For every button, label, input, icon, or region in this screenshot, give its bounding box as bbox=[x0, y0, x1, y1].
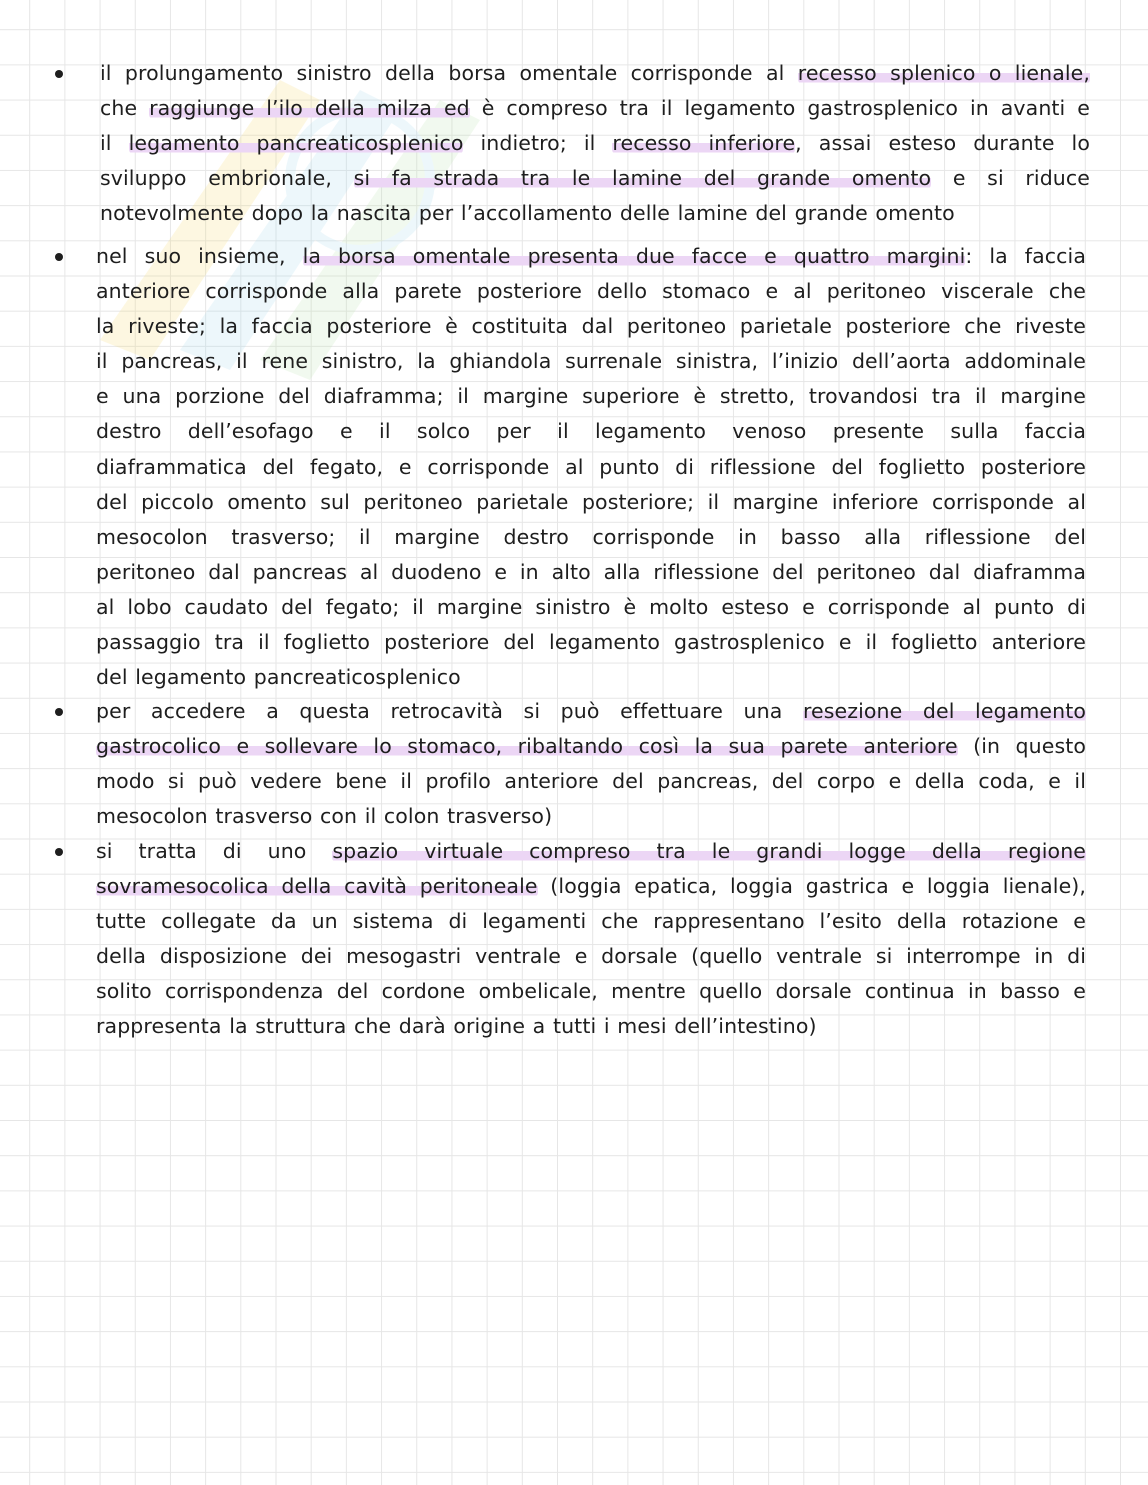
text-segment: il bbox=[100, 131, 129, 156]
text-segment: al lobo caudato del fegato; il margine sinistro è molto esteso e corrisponde al punto di bbox=[96, 594, 1086, 619]
text-line bbox=[100, 126, 1090, 161]
highlighted-text: la borsa omentale presenta due facce e quattro margini bbox=[302, 244, 966, 268]
text-line bbox=[96, 904, 1086, 939]
highlighted-text: raggiunge l’ilo della milza ed bbox=[149, 96, 470, 121]
text-line bbox=[96, 344, 1086, 379]
text-segment: si tratta di uno bbox=[96, 839, 333, 863]
highlighted-text: resezione del legamento bbox=[802, 699, 1086, 723]
highlighted-text: legamento pancreaticosplenico bbox=[128, 131, 464, 156]
text-segment: e si riduce bbox=[931, 166, 1090, 191]
text-line bbox=[96, 414, 1086, 449]
highlighted-text: si fa strada tra le lamine del grande omento bbox=[353, 166, 932, 191]
text-segment: per accedere a questa retrocavità si può effettuare una bbox=[96, 699, 803, 723]
text-line bbox=[96, 625, 1086, 660]
text-segment: : la faccia bbox=[965, 244, 1086, 268]
text-segment: notevolmente dopo la nascita per l’accollamento delle lamine del grande omento bbox=[100, 201, 955, 226]
text-segment: solito corrispondenza del cordone ombelicale, mentre quello dorsale continua in basso e bbox=[96, 979, 1086, 1004]
text-line bbox=[100, 56, 1090, 91]
text-line bbox=[96, 939, 1086, 974]
text-segment: tutte collegate da un sistema di legamenti che rappresentano l’esito della rotazione e bbox=[96, 909, 1086, 934]
highlighted-text: recesso inferiore bbox=[612, 131, 796, 156]
highlighted-text: gastrocolico e sollevare lo stomaco, ribaltando così la sua parete anteriore bbox=[96, 734, 958, 759]
text-segment: del legamento pancreaticosplenico bbox=[96, 665, 461, 690]
text-segment: diaframmatica del fegato, e corrisponde al punto di riflessione del foglietto posteriore bbox=[96, 454, 1086, 479]
text-line bbox=[96, 869, 1086, 904]
text-line bbox=[100, 196, 1090, 231]
bullet-dot-icon bbox=[55, 848, 63, 856]
text-segment: mesocolon trasverso; il margine destro corrisponde in basso alla riflessione del bbox=[96, 524, 1086, 549]
text-segment: passaggio tra il foglietto posteriore del legamento gastrosplenico e il foglietto anteriore bbox=[96, 630, 1086, 655]
bullet-item bbox=[96, 834, 1086, 1045]
text-segment: (in questo bbox=[957, 734, 1087, 759]
text-line bbox=[100, 161, 1090, 196]
bullet-item bbox=[96, 239, 1086, 695]
text-line bbox=[96, 764, 1086, 799]
text-line bbox=[96, 799, 1086, 834]
text-line bbox=[96, 660, 1086, 695]
text-line bbox=[96, 555, 1086, 590]
text-segment: la riveste; la faccia posteriore è costituita dal peritoneo parietale posteriore che riveste bbox=[96, 314, 1086, 339]
text-line bbox=[100, 91, 1090, 126]
text-line bbox=[96, 729, 1086, 764]
text-line bbox=[96, 694, 1086, 729]
bullet-item bbox=[96, 694, 1086, 834]
text-line bbox=[96, 274, 1086, 309]
text-segment: peritoneo dal pancreas al duodeno e in alto alla riflessione del peritoneo dal diaframma bbox=[96, 559, 1086, 584]
bullet-item bbox=[100, 56, 1090, 231]
text-segment: (loggia epatica, loggia gastrica e loggia lienale), bbox=[537, 874, 1087, 899]
text-line bbox=[96, 309, 1086, 344]
text-segment: che bbox=[100, 96, 150, 121]
text-segment: nel suo insieme, bbox=[96, 244, 303, 268]
highlighted-text: sovramesocolica della cavità peritoneale bbox=[96, 874, 538, 899]
text-segment: , assai esteso durante lo bbox=[795, 131, 1090, 156]
text-line bbox=[96, 834, 1086, 869]
highlighted-text: spazio virtuale compreso tra le grandi logge della regione bbox=[332, 839, 1087, 863]
text-segment: del piccolo omento sul peritoneo parietale posteriore; il margine inferiore corrisponde al bbox=[96, 489, 1086, 514]
text-segment: rappresenta la struttura che darà origine a tutti i mesi dell’intestino) bbox=[96, 1014, 817, 1039]
text-line bbox=[96, 485, 1086, 520]
bullet-dot-icon bbox=[55, 70, 63, 78]
text-segment: il prolungamento sinistro della borsa omentale corrisponde al bbox=[100, 61, 798, 85]
text-segment: destro dell’esofago e il solco per il legamento venoso presente sulla faccia bbox=[96, 419, 1086, 444]
text-line bbox=[96, 520, 1086, 555]
text-segment: anteriore corrisponde alla parete posteriore dello stomaco e al peritoneo viscerale che bbox=[96, 279, 1086, 304]
bullet-dot-icon bbox=[55, 708, 63, 716]
text-line bbox=[96, 974, 1086, 1009]
text-line bbox=[96, 1009, 1086, 1044]
bullet-dot-icon bbox=[55, 253, 63, 261]
text-line bbox=[96, 379, 1086, 414]
text-segment: è compreso tra il legamento gastrosplenico in avanti e bbox=[469, 96, 1090, 121]
text-segment: il pancreas, il rene sinistro, la ghiandola surrenale sinistra, l’inizio dell’aorta addominale bbox=[96, 349, 1086, 374]
text-segment: mesocolon trasverso con il colon trasverso) bbox=[96, 804, 553, 829]
text-line bbox=[96, 590, 1086, 625]
highlighted-text: recesso splenico o lienale, bbox=[797, 61, 1090, 85]
text-segment: sviluppo embrionale, bbox=[100, 166, 354, 191]
text-segment: indietro; il bbox=[463, 131, 613, 156]
text-segment: della disposizione dei mesogastri ventrale e dorsale (quello ventrale si interrompe in di bbox=[96, 944, 1086, 969]
text-line bbox=[96, 450, 1086, 485]
text-line bbox=[96, 239, 1086, 274]
text-segment: e una porzione del diaframma; il margine superiore è stretto, trovandosi tra il margine bbox=[96, 384, 1086, 409]
text-segment: modo si può vedere bene il profilo anteriore del pancreas, del corpo e della coda, e il bbox=[96, 769, 1086, 794]
